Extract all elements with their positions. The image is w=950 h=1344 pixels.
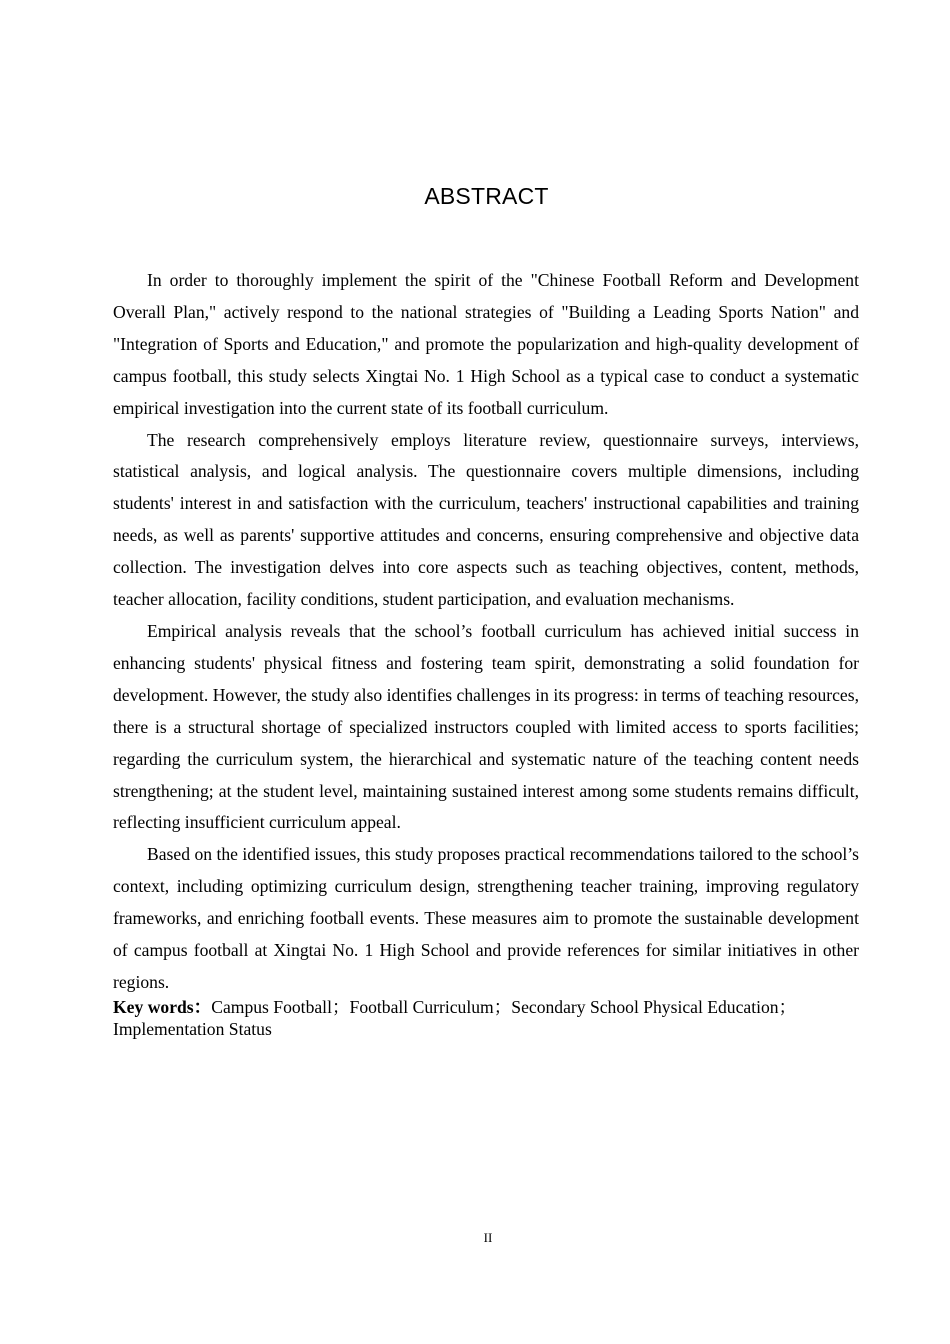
page-number: II xyxy=(483,1230,493,1245)
abstract-paragraph-1: In order to thoroughly implement the spirit of the "Chinese Football Reform and Development Overall Plan," actively respond to the national strategies of "Building a Leading Sports Nation" and "Integration of Sports and Education," and promote the popularization and high-quality development of campus football, this study selects Xingtai No. 1 High School as a typical case to conduct a systematic empirical investigation into the current state of its football curriculum. xyxy=(113,270,859,418)
abstract-title: ABSTRACT xyxy=(424,183,549,209)
abstract-paragraph-2: The research comprehensively employs literature review, questionnaire surveys, interviews, statistical analysis, and logical analysis. The questionnaire covers multiple dimensions, including students' interest in and satisfaction with the curriculum, teachers' instructional capabilities and training needs, as well as parents' supportive attitudes and concerns, ensuring comprehensive and objective data collection. The investigation delves into core aspects such as teaching objectives, content, methods, teacher allocation, facility conditions, student participation, and evaluation mechanisms. xyxy=(113,429,859,610)
abstract-body xyxy=(113,265,859,1040)
keywords-line xyxy=(113,996,859,1040)
keywords-text: Campus Football；Football Curriculum；Secondary School Physical Education；Implementation Status xyxy=(113,996,797,1039)
keywords-label: Key words： xyxy=(113,996,212,1017)
abstract-paragraph-4: Based on the identified issues, this study proposes practical recommendations tailored to the school’s context, including optimizing curriculum design, strengthening teacher training, improving regulatory frameworks, and enriching football events. These measures aim to promote the sustainable development of campus football at Xingtai No. 1 High School and provide references for similar initiatives in other regions. xyxy=(113,844,859,992)
abstract-paragraph-3: Empirical analysis reveals that the school’s football curriculum has achieved initial success in enhancing students' physical fitness and fostering team spirit, demonstrating a solid foundation for development. However, the study also identifies challenges in its progress: in terms of teaching resources, there is a structural shortage of specialized instructors coupled with limited access to sports facilities; regarding the curriculum system, the hierarchical and systematic nature of the teaching content needs strengthening; at the student level, maintaining sustained interest among some students remains difficult, reflecting insufficient curriculum appeal. xyxy=(113,620,859,833)
